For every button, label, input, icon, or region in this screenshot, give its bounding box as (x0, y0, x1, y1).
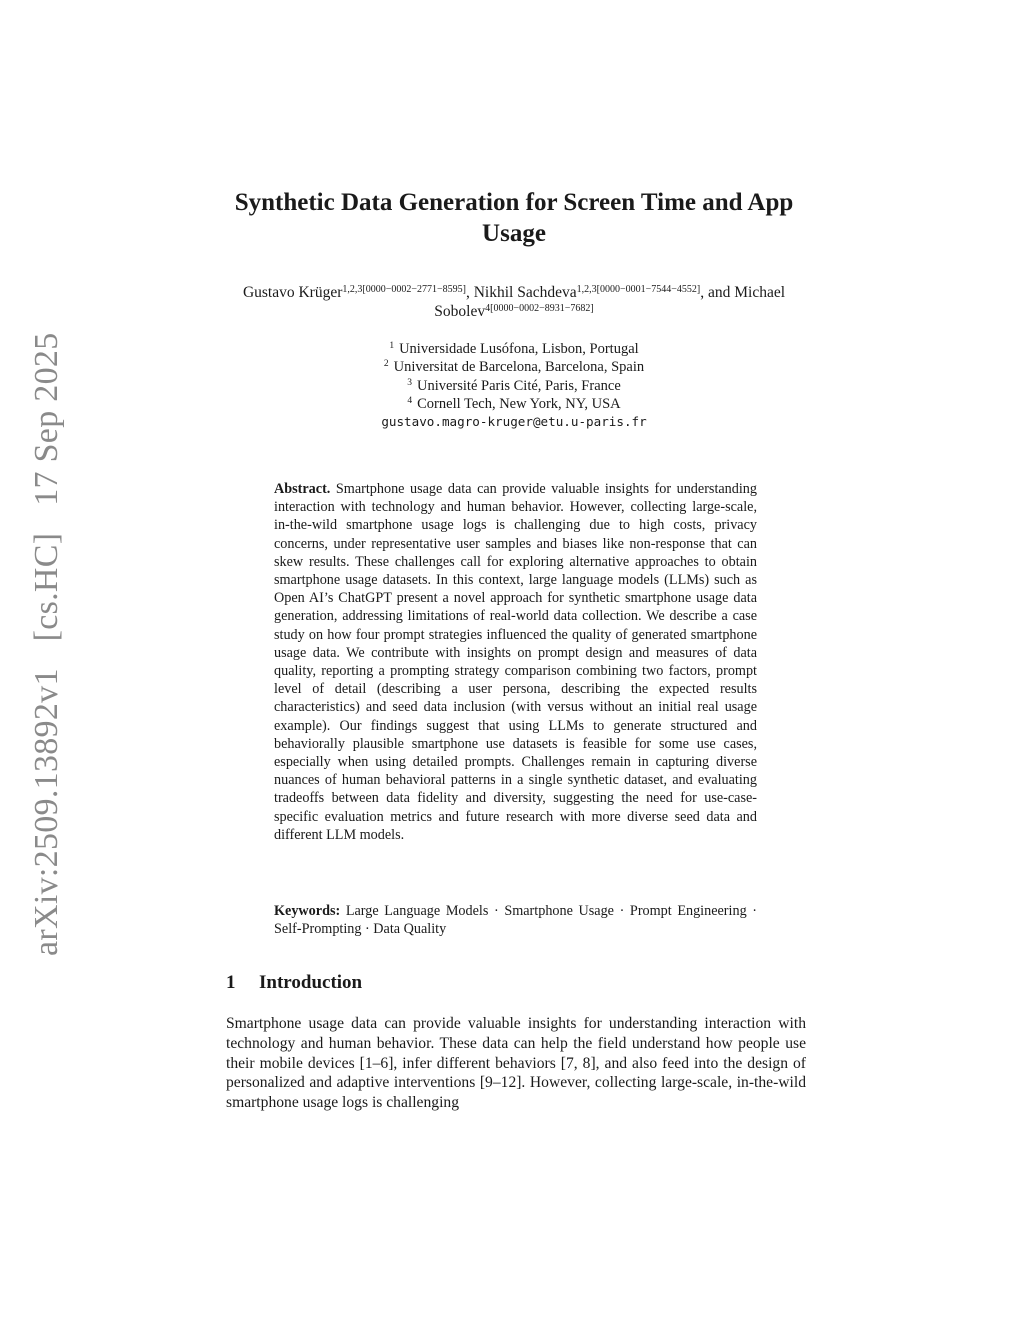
affiliation-text: Universitat de Barcelona, Barcelona, Spain (393, 359, 645, 376)
affiliation-marker: 4 (407, 395, 413, 406)
keywords-label: Keywords: (274, 903, 341, 919)
author-name: Gustavo Krüger (242, 284, 343, 301)
author-superscript: 1,2,3[0000−0001−7544−4552] (576, 284, 701, 295)
affiliation-marker: 2 (383, 359, 389, 370)
intro-paragraph: Smartphone usage data can provide valuable insights for understanding interaction with technology and human behavior. These data can help the field understand how people use their mobile devices [1–6], infer different behaviors [7, 8], and also feed into the design of personalized and adaptive interventions [9–12]. However, collecting large-scale, in-the-wild smartphone usage logs is challenging (226, 1015, 806, 1112)
arxiv-id: arXiv:2509.13892v1 (28, 668, 65, 956)
author-superscript: 4[0000−0002−8931−7682] (485, 303, 594, 314)
section-heading (226, 972, 806, 994)
author-name: Nikhil Sachdeva (473, 284, 577, 301)
affiliation-text: Universidade Lusófona, Lisbon, Portugal (399, 341, 639, 357)
author-name: Michael Sobolev (434, 284, 786, 320)
section-number: 1 (226, 972, 236, 993)
keywords-text: Large Language Models · Smartphone Usage · Prompt Engineering · Self-Prompting · Data Quality (274, 903, 758, 938)
abstract-text: Smartphone usage data can provide valuable insights for understanding interaction with technology and human behavior. However, collecting large-scale, in-the-wild smartphone usage logs is challenging due to high costs, privacy concerns, under representative user samples and biases like non-response that can skew results. These challenges call for exploring alternative approaches to obtain smartphone usage datasets. In this context, large language models (LLMs) such as Open AI’s ChatGPT present a novel approach for synthetic smartphone usage data generation, addressing limitations of real-world data collection. We describe a case study on how four prompt strategies influenced the quality of generated smartphone usage data. We contribute with insights on prompt design and measures of data quality, reporting a prompting strategy comparison combining two factors, prompt level of detail (describing a user persona, describing the expected results characteristics) and seed data inclusion (with versus without an initial real usage example). Our findings suggest that using LLMs to generate structured and behaviorally plausible smartphone use datasets is feasible for some use cases, especially when using detailed prompts. Challenges remain in capturing diverse nuances of human behavioral patterns in a single synthetic dataset, and evaluating tradeoffs between data fidelity and diversity, suggesting the need for use-case-specific evaluation metrics and future research with more diverse seed data and different LLM models. (274, 481, 757, 843)
affiliation-line (200, 340, 828, 358)
affiliation-line (200, 358, 828, 376)
arxiv-stamp-text (28, 332, 66, 956)
abstract-label: Abstract. (274, 481, 331, 497)
affiliation-text: Cornell Tech, New York, NY, USA (417, 395, 621, 412)
affiliation-marker: 3 (407, 377, 412, 388)
affiliation-marker: 1 (389, 341, 395, 351)
affiliation-text: Université Paris Cité, Paris, France (416, 377, 621, 394)
section-title: Introduction (259, 972, 363, 993)
contact-email[interactable]: gustavo.magro-kruger@etu.u-paris.fr (381, 414, 647, 430)
affiliation-line (200, 395, 828, 413)
affiliation-line (200, 377, 828, 395)
author-list: Gustavo Krüger$^{1,2,3[0000-0002-2771-8595]}$, Nikhil Sachdeva$^{1,2,3[0000-0001-7544-4552]}$, and Michael Sobolev$^{4[0000-0002-8931-7682]}$ (242, 284, 786, 320)
affiliation-list (200, 340, 828, 431)
arxiv-date: 17 Sep 2025 (28, 332, 65, 506)
author-connector: and (707, 284, 731, 301)
author-superscript: 1,2,3[0000−0002−2771−8595] (342, 284, 466, 295)
abstract (274, 480, 757, 844)
keywords (274, 902, 757, 938)
arxiv-sidebar-stamp (22, 332, 72, 956)
arxiv-category: [cs.HC] (28, 532, 65, 642)
paper-title: Synthetic Data Generation for Screen Time and App Usage (234, 189, 794, 247)
